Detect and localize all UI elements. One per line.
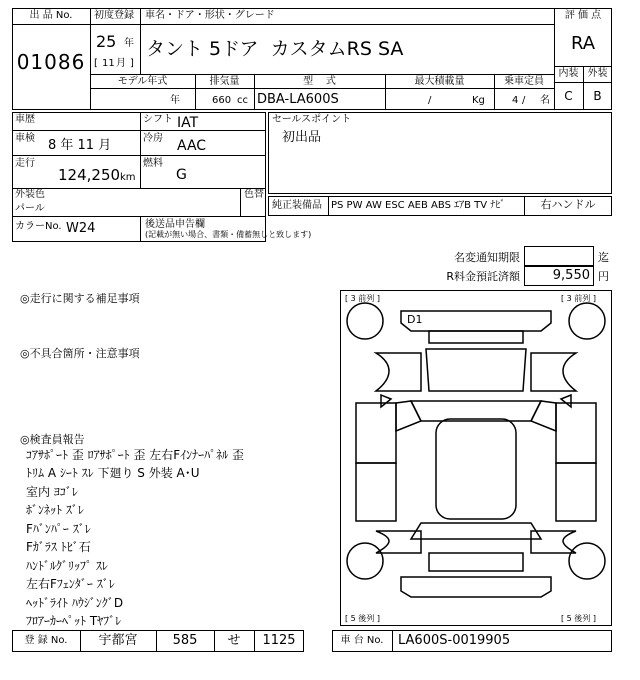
inspector-note-line: ｺｱｻﾎﾟｰﾄ 歪 ﾛｱｻﾎﾟｰﾄ 歪 左右Fｲﾝﾅｰﾊﾟﾈﾙ 歪: [26, 448, 244, 462]
diagram-top-left-marker: [ 3 前列 ]: [345, 294, 380, 303]
model-year-label: モデル年式: [117, 76, 168, 87]
registration-label: 登 録 No.: [24, 635, 68, 646]
ac-value: AAC: [177, 138, 207, 154]
color-no-label: カラーNo.: [15, 221, 62, 232]
sales-point-label: セールスポイント: [272, 114, 352, 125]
divider: [12, 188, 266, 189]
interior-grade: C: [564, 89, 573, 103]
inspector-note-line: ﾎﾞﾝﾈｯﾄ ｽﾞﾚ: [26, 503, 84, 517]
defects-notes-label: ◎不具合箇所・注意事項: [20, 347, 140, 360]
registration-year: 25: [96, 32, 117, 51]
inspector-note-line: 室内 ﾖｺﾞﾚ: [26, 485, 78, 499]
equipment-value: PS PW AW ESC AEB ABS ｴｱB TV ﾅﾋﾞ: [331, 200, 506, 211]
front-bumper: [401, 311, 551, 331]
interior-grade-label: 内装: [558, 68, 579, 79]
model-year-unit: 年: [170, 95, 180, 106]
capacity-slash: /: [522, 95, 526, 106]
displacement-unit: cc: [237, 95, 248, 106]
first-registration-label: 初度登録: [94, 10, 134, 21]
registration-area: 宇都宮: [98, 633, 138, 648]
displacement-label: 排気量: [209, 76, 240, 87]
shift-label: シフト: [143, 114, 173, 125]
roof: [436, 419, 516, 519]
fuel-label: 燃料: [143, 158, 163, 169]
color-change-label: 色替: [244, 189, 264, 200]
left-front-door: [356, 403, 396, 463]
hood: [426, 349, 526, 391]
equipment-label: 純正装備品: [272, 200, 322, 211]
registration-kana: せ: [227, 633, 241, 648]
divider: [140, 216, 141, 242]
divider: [12, 130, 266, 131]
type-value: DBA-LA600S: [257, 92, 339, 107]
fuel-value: G: [176, 167, 187, 183]
mileage-label: 走行: [15, 158, 35, 169]
mileage-value: 124,250: [58, 166, 121, 184]
divider: [12, 24, 90, 25]
wheel-front-left: [347, 303, 383, 339]
left-mirror: [381, 395, 391, 407]
front-grille: [429, 331, 523, 343]
inspector-note-line: ﾊﾝﾄﾞﾙｸﾞﾘｯﾌﾟ ｽﾚ: [26, 559, 108, 573]
chassis-label: 車 台 No.: [340, 635, 384, 646]
diagram-bottom-right-marker: [ 5 後列 ]: [561, 614, 596, 623]
max-load-unit: Kg: [472, 95, 485, 106]
divider: [90, 88, 554, 89]
divider: [140, 112, 141, 188]
divider: [554, 82, 612, 83]
inspector-note-line: Fｶﾞﾗｽ ﾄﾋﾞ石: [26, 540, 91, 554]
registration-month: 11: [102, 58, 115, 69]
max-load-slash: /: [428, 95, 432, 106]
month-unit: 月: [116, 58, 126, 69]
car-name-label: 車名・ドア・形状・グレード: [145, 10, 275, 21]
car-name: タント 5ドア カスタムRS SA: [146, 38, 404, 60]
color-value: パール: [15, 203, 45, 214]
inspector-note-line: Fﾊﾞﾝﾊﾟｰ ｽﾞﾚ: [26, 522, 91, 536]
right-side-front: [531, 353, 576, 391]
sales-point-value: 初出品: [282, 130, 322, 145]
exterior-grade: B: [593, 89, 602, 103]
diagram-top-right-marker: [ 3 前列 ]: [561, 294, 596, 303]
right-mirror: [561, 395, 571, 407]
max-load-label: 最大積載量: [414, 76, 465, 87]
inspector-note-line: ﾍｯﾄﾞﾗｲﾄ ﾊｳｼﾞﾝｸﾞD: [26, 596, 124, 610]
registration-class: 585: [172, 633, 198, 648]
deadline-suffix: 迄: [598, 251, 609, 264]
mileage-unit: km: [120, 172, 136, 183]
name-change-deadline-label: 名変通知期限: [454, 251, 520, 264]
car-diagram: [340, 290, 612, 626]
damage-mark-d1: D1: [407, 313, 423, 326]
car-outline-diagram: [341, 291, 611, 625]
overall-grade: RA: [570, 33, 596, 54]
right-rear-door: [556, 463, 596, 521]
divider: [328, 196, 329, 216]
capacity-value: 4: [512, 95, 519, 106]
diagram-bottom-left-marker: [ 5 後列 ]: [345, 614, 380, 623]
wheel-rear-right: [569, 543, 605, 579]
front-pillars: [396, 401, 556, 431]
rear-bumper: [401, 577, 551, 597]
inspector-note-line: ﾌﾛｱｰｶｰﾍﾟｯﾄ Tﾔﾌﾞﾚ: [26, 614, 122, 628]
recycle-fee-unit: 円: [598, 270, 609, 283]
divider: [90, 74, 554, 75]
rear-glass: [411, 523, 541, 539]
grade-label: 評 価 点: [564, 10, 602, 21]
divider: [90, 24, 554, 25]
recycle-fee-label: R料金預託済額: [446, 270, 520, 283]
divider: [240, 188, 241, 216]
wheel-rear-left: [347, 543, 383, 579]
right-front-door: [556, 403, 596, 463]
name-change-deadline-box: [524, 246, 594, 266]
windshield: [411, 401, 541, 421]
driving-notes-label: ◎走行に関する補足事項: [20, 292, 140, 305]
history-label: 車歴: [15, 114, 35, 125]
year-unit: 年: [124, 38, 134, 49]
inspection-label: 車検: [15, 133, 35, 144]
displacement-value: 660: [212, 95, 232, 106]
lot-number: 01086: [16, 50, 86, 74]
left-side-front: [376, 353, 421, 391]
inspection-value: 8 年 11 月: [48, 138, 112, 153]
ac-label: 冷房: [143, 133, 163, 144]
chassis-number: LA600S-0019905: [398, 633, 511, 648]
exterior-grade-label: 外装: [587, 68, 608, 79]
shift-value: IAT: [177, 115, 199, 131]
steering-position: 右ハンドル: [540, 198, 596, 211]
capacity-unit: 名: [540, 95, 550, 106]
recycle-fee-value: 9,550: [552, 268, 590, 283]
color-no-value: W24: [66, 221, 96, 236]
divider: [12, 155, 266, 156]
wheel-front-right: [569, 303, 605, 339]
month-close-bracket: ]: [130, 58, 134, 69]
inspector-note-line: ﾄﾘﾑ A ｼｰﾄ ｽﾚ 下廻り S 外装 A･U: [26, 466, 200, 480]
inspector-report-label: ◎検査員報告: [20, 433, 85, 446]
registration-number: 1125: [262, 633, 296, 648]
color-label: 外装色: [15, 189, 45, 200]
left-rear-door: [356, 463, 396, 521]
type-label: 型 式: [303, 76, 336, 87]
rear-hatch: [429, 553, 523, 571]
inspector-note-line: 左右Fﾌｪﾝﾀﾞｰ ｽﾞﾚ: [26, 577, 115, 591]
documents-label: 後送品申告欄: [145, 219, 205, 230]
divider: [392, 630, 393, 652]
divider: [12, 216, 266, 217]
month-open-bracket: [: [94, 58, 98, 69]
lot-label: 出 品 No.: [29, 10, 73, 21]
divider: [140, 8, 141, 74]
capacity-label: 乗車定員: [504, 76, 544, 87]
documents-note: (記載が無い場合、書類・備蓄無しと致します): [145, 230, 312, 239]
